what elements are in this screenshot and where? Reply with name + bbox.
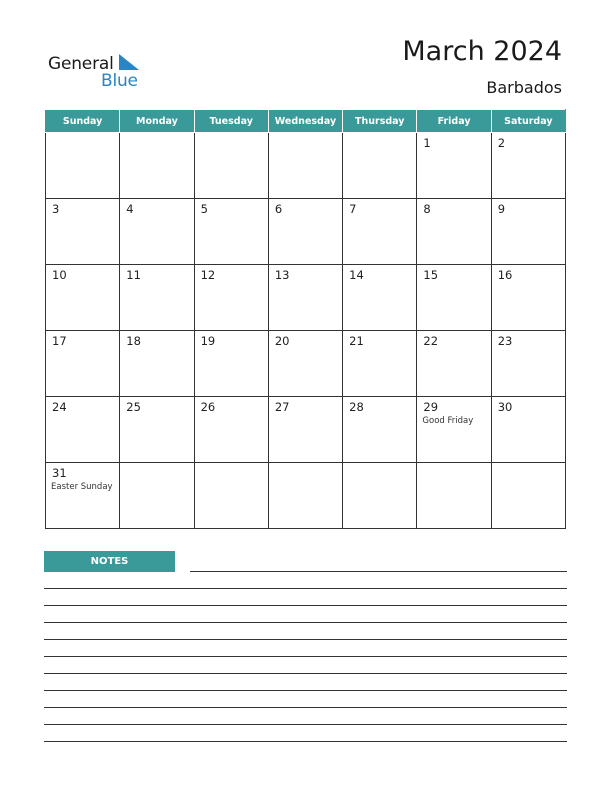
- calendar-day-cell: [46, 199, 120, 265]
- calendar-day-cell: [120, 133, 194, 199]
- calendar-day-cell: [491, 397, 565, 463]
- calendar-day-cell: [417, 133, 491, 199]
- calendar-day-cell: [194, 199, 268, 265]
- calendar-day-cell: [491, 265, 565, 331]
- day-number: 13: [274, 268, 290, 282]
- day-number: 18: [126, 334, 141, 348]
- holiday-label: Easter Sunday: [51, 482, 113, 492]
- country-name: Barbados: [486, 78, 562, 97]
- calendar-day-cell: [120, 331, 194, 397]
- calendar-day-cell: [120, 397, 194, 463]
- day-number: 24: [52, 400, 67, 414]
- day-number: 1: [423, 136, 431, 150]
- logo-triangle-icon: [119, 54, 141, 72]
- day-number: 25: [126, 400, 141, 414]
- holiday-label: Good Friday: [422, 416, 474, 426]
- calendar-day-cell: [491, 133, 565, 199]
- notes-line: [44, 639, 567, 640]
- calendar-day-cell: [491, 331, 565, 397]
- calendar-grid: [45, 109, 566, 529]
- day-number: 2: [497, 136, 506, 150]
- notes-label: NOTES: [44, 551, 175, 572]
- calendar-week-row: [46, 397, 566, 463]
- calendar-day-cell: [491, 463, 565, 529]
- day-number: 3: [52, 202, 60, 216]
- calendar-day-cell: [46, 265, 120, 331]
- calendar-day-cell: [120, 199, 194, 265]
- notes-line: [44, 741, 567, 742]
- weekday-sunday: Sunday: [46, 110, 120, 133]
- day-number: 23: [497, 334, 513, 348]
- day-number: 29: [423, 400, 439, 414]
- day-number: 5: [200, 202, 208, 216]
- calendar-body: [46, 133, 566, 529]
- calendar-day-cell: [46, 133, 120, 199]
- calendar-week-row: [46, 331, 566, 397]
- calendar-day-cell: [417, 331, 491, 397]
- day-number: 14: [349, 268, 364, 282]
- calendar-day-cell: [343, 265, 417, 331]
- calendar-day-cell: [268, 397, 342, 463]
- notes-line: [44, 707, 567, 708]
- weekday-saturday: Saturday: [491, 110, 565, 133]
- notes-line: [44, 588, 567, 589]
- day-number: 21: [349, 334, 364, 348]
- calendar-day-cell: [120, 265, 194, 331]
- day-number: 27: [274, 400, 290, 414]
- calendar-day-cell: [268, 331, 342, 397]
- calendar-day-cell: [417, 265, 491, 331]
- weekday-friday: Friday: [417, 110, 491, 133]
- calendar-day-cell: [46, 397, 120, 463]
- day-number: 28: [349, 400, 364, 414]
- notes-line: [44, 605, 567, 606]
- calendar-day-cell: [194, 397, 268, 463]
- day-number: 31: [52, 466, 67, 480]
- calendar-day-cell: [417, 199, 491, 265]
- notes-line: [44, 656, 567, 657]
- page-title: March 2024: [402, 36, 562, 67]
- notes-line: [44, 690, 567, 691]
- calendar-day-cell: [343, 133, 417, 199]
- calendar-day-cell: [268, 265, 342, 331]
- day-number: 8: [423, 202, 431, 216]
- weekday-monday: Monday: [120, 110, 194, 133]
- day-number: 30: [497, 400, 513, 414]
- calendar-day-cell: [194, 265, 268, 331]
- weekday-tuesday: Tuesday: [194, 110, 268, 133]
- weekday-header-row: [46, 110, 566, 133]
- day-number: 10: [52, 268, 67, 282]
- weekday-wednesday: Wednesday: [268, 110, 342, 133]
- calendar-week-row: [46, 463, 566, 529]
- day-number: 6: [274, 202, 283, 216]
- calendar-day-cell: [417, 397, 491, 463]
- notes-line: [44, 622, 567, 623]
- day-number: 11: [126, 268, 141, 282]
- day-number: 15: [423, 268, 439, 282]
- calendar-week-row: [46, 265, 566, 331]
- day-number: 20: [274, 334, 290, 348]
- notes-line: [44, 724, 567, 725]
- day-number: 26: [200, 400, 216, 414]
- logo-text-general: General: [48, 54, 114, 74]
- day-number: 17: [52, 334, 67, 348]
- notes-line: [190, 571, 567, 572]
- calendar-day-cell: [417, 463, 491, 529]
- logo-text-blue: Blue: [101, 71, 138, 91]
- calendar-week-row: [46, 133, 566, 199]
- calendar-day-cell: [268, 199, 342, 265]
- day-number: 12: [200, 268, 216, 282]
- day-number: 7: [349, 202, 357, 216]
- calendar-day-cell: [194, 331, 268, 397]
- calendar-day-cell: [343, 331, 417, 397]
- calendar-day-cell: [343, 397, 417, 463]
- day-number: 22: [423, 334, 439, 348]
- calendar-day-cell: [46, 331, 120, 397]
- calendar-week-row: [46, 199, 566, 265]
- day-number: 4: [126, 202, 134, 216]
- calendar-day-cell: [343, 199, 417, 265]
- day-number: 16: [497, 268, 513, 282]
- calendar-day-cell: [194, 133, 268, 199]
- calendar-day-cell: [343, 463, 417, 529]
- day-number: 19: [200, 334, 216, 348]
- weekday-thursday: Thursday: [343, 110, 417, 133]
- calendar-day-cell: [268, 133, 342, 199]
- calendar-day-cell: [268, 463, 342, 529]
- calendar-day-cell: [120, 463, 194, 529]
- calendar-day-cell: [46, 463, 120, 529]
- calendar-day-cell: [194, 463, 268, 529]
- notes-line: [44, 673, 567, 674]
- day-number: 9: [497, 202, 506, 216]
- generalblue-logo: [48, 52, 158, 92]
- calendar-day-cell: [491, 199, 565, 265]
